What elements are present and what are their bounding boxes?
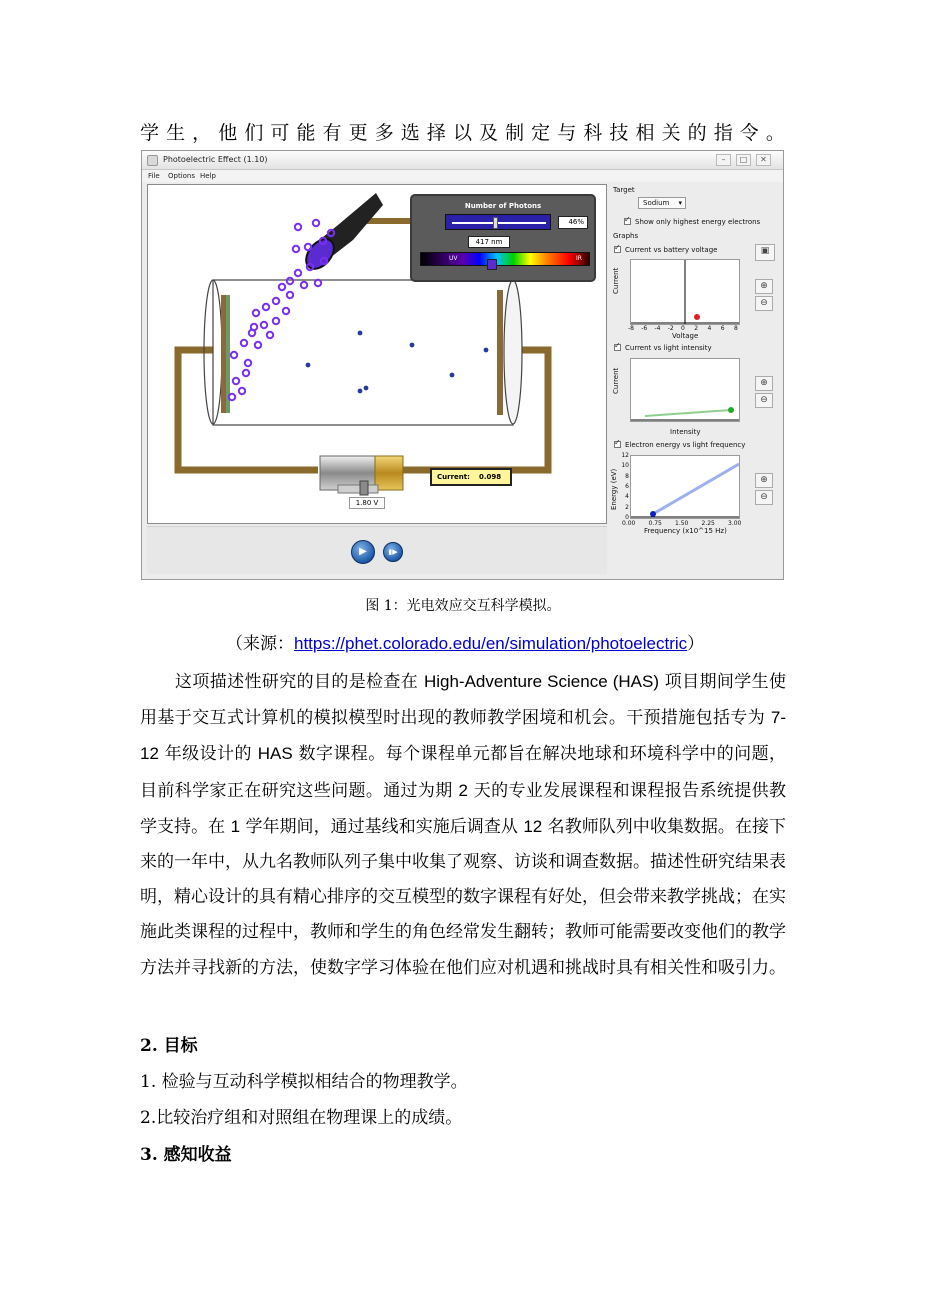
top-line-char: 相 — [635, 122, 655, 144]
top-line-char: 以 — [452, 122, 472, 144]
zoom-in-icon[interactable]: ⊕ — [755, 376, 773, 391]
tick-label: 2 — [625, 503, 629, 511]
intensity-percent-field[interactable]: 46% — [558, 216, 588, 229]
playback-controls — [147, 526, 607, 574]
top-line-char: ， — [192, 122, 212, 144]
zoom-out-icon[interactable]: ⊖ — [755, 490, 773, 505]
source-prefix: （来源： — [226, 634, 294, 654]
photon — [295, 270, 301, 276]
window-title: Photoelectric Effect (1.10) — [163, 155, 268, 164]
photon — [305, 244, 311, 250]
control-panel — [610, 184, 782, 574]
show-highest-checkbox[interactable] — [624, 218, 631, 225]
play-button[interactable] — [351, 540, 375, 564]
top-line-char: 科 — [583, 122, 603, 144]
top-line-char: 指 — [713, 122, 733, 144]
camera-icon[interactable]: ▣ — [755, 244, 775, 261]
graph1-ylabel: Current — [612, 267, 620, 294]
menu-help[interactable]: Help — [200, 172, 216, 180]
source-link[interactable]: https://phet.colorado.edu/en/simulation/photoelectric — [294, 634, 688, 653]
target-select[interactable] — [638, 197, 686, 209]
intensity-slider[interactable] — [445, 214, 551, 230]
top-line-char: 的 — [687, 122, 707, 144]
left-plate — [221, 295, 226, 413]
chevron-down-icon: ▾ — [678, 199, 682, 207]
wavelength-field[interactable]: 417 nm — [468, 236, 510, 248]
graph1-point — [694, 314, 700, 320]
section-heading-objectives: 2. 目标 — [140, 1036, 198, 1056]
objective-item-2: 2.比较治疗组和对照组在物理课上的成绩。 — [140, 1108, 463, 1128]
tick-label: 8 — [734, 325, 738, 332]
tick-label: 0.00 — [622, 520, 636, 527]
battery — [320, 456, 403, 495]
tick-label: -8 — [628, 325, 634, 332]
body-paragraph: 这项描述性研究的目的是检查在 High-Adventure Science (HAS) 项目期间学生使用基于交互式计算机的模拟模型时出现的教师教学困境和机会。干预措施包括专为 7-12 年级设计的 HAS 数字课程。每个课程单元都旨在解决地球和环境科学中的问题，目前科学家正在研究这些问题。通过为期 2 天的专业发展课程和课程报告系统提供教学支持。在 1 学年期间，通过基线和实施后调查从 12 名教师队列中收集数据。在接下来的一年中，从九名教师队列子集中收集了观察、访谈和调查数据。描述性研究结果表明，精心设计的具有精心排序的交互模型的数字课程有好处，但会带来教学挑战；在实施此类课程的过程中，教师和学生的角色经常发生翻转；教师可能需要改变他们的教学方法并寻找新的方法，使数字学习体验在他们应对机遇和挑战时具有相关性和吸引力。 — [140, 672, 787, 978]
top-line-char: 制 — [505, 122, 525, 144]
current-meter — [430, 468, 512, 486]
play-icon: ▶ — [359, 546, 367, 557]
menu-options[interactable]: Options — [168, 172, 196, 180]
simulation-window — [141, 150, 784, 580]
graph3-title: Electron energy vs light frequency — [625, 441, 746, 449]
figure-caption: 图 1：光电效应交互科学模拟。 — [365, 598, 561, 614]
graph2-plot — [630, 358, 740, 422]
tick-label: 2 — [694, 325, 699, 332]
top-line-char: 令 — [739, 122, 759, 144]
vacuum-tube — [213, 280, 513, 425]
tick-label: -2 — [667, 325, 674, 332]
graph2-ylabel: Current — [612, 367, 620, 394]
photon-panel-title: Number of Photons — [464, 202, 542, 210]
tick-label: 6 — [720, 325, 725, 332]
top-line-char: 选 — [400, 122, 420, 144]
graph3-yticks — [619, 452, 629, 522]
graph1-plot — [630, 259, 740, 325]
tick-label: 1.50 — [675, 520, 689, 527]
tick-label: -6 — [641, 325, 648, 332]
wavelength-spectrum-slider[interactable] — [420, 252, 590, 266]
top-line-char: 与 — [557, 122, 577, 144]
current-value: 0.098 — [479, 473, 502, 481]
wavelength-slider-knob[interactable] — [487, 259, 497, 270]
top-line-char: 技 — [609, 122, 629, 144]
tick-label: 0.75 — [648, 520, 662, 527]
target-value: Sodium — [643, 199, 670, 207]
top-line-char: 及 — [479, 122, 499, 144]
top-line-char: 们 — [244, 122, 264, 144]
top-line-char: 有 — [322, 122, 342, 144]
figure-source — [226, 629, 704, 654]
photon — [295, 224, 301, 230]
objective-item-1: 1. 检验与互动科学模拟相结合的物理教学。 — [140, 1072, 468, 1092]
zoom-out-icon[interactable]: ⊖ — [755, 393, 773, 408]
right-plate — [497, 290, 503, 415]
top-line-char: 学 — [140, 122, 160, 144]
menu-bar — [142, 170, 783, 182]
tick-label: 4 — [625, 493, 629, 501]
zoom-in-icon[interactable]: ⊕ — [755, 279, 773, 294]
top-line-char: 可 — [270, 122, 290, 144]
graph3-checkbox[interactable] — [614, 441, 621, 448]
tick-label: 8 — [625, 472, 629, 480]
target-label: Target — [613, 186, 635, 194]
light-source — [301, 193, 383, 274]
photon-control-panel — [410, 194, 596, 282]
step-button[interactable] — [383, 542, 403, 562]
source-suffix: ） — [687, 634, 705, 654]
top-line-char: 能 — [296, 122, 316, 144]
menu-file[interactable]: File — [148, 172, 160, 180]
tick-label: 10 — [621, 462, 629, 470]
graph3-plot — [630, 455, 740, 519]
top-line-char: 择 — [426, 122, 446, 144]
simulation-canvas — [147, 184, 607, 524]
graph2-xlabel: Intensity — [670, 428, 701, 436]
graph3-xlabel: Frequency (x10^15 Hz) — [644, 527, 727, 535]
close-button[interactable]: ✕ — [756, 154, 771, 166]
top-line-char: 他 — [218, 122, 238, 144]
current-label: Current: — [437, 473, 470, 481]
graph3-point — [650, 511, 656, 517]
tick-label: 6 — [625, 483, 629, 490]
photon — [313, 220, 319, 226]
graphs-label: Graphs — [613, 232, 639, 240]
photon — [293, 246, 299, 252]
app-icon — [147, 155, 158, 166]
tick-label: 4 — [707, 325, 712, 332]
top-line-char: 。 — [765, 122, 785, 144]
graph3-ylabel: Energy (eV) — [610, 468, 618, 510]
graph1-title: Current vs battery voltage — [625, 246, 718, 254]
intensity-slider-knob[interactable] — [493, 217, 498, 229]
battery-voltage-field[interactable]: 1.80 V — [349, 497, 385, 509]
minimize-button[interactable]: – — [716, 154, 731, 166]
top-line-char: 关 — [661, 122, 681, 144]
zoom-in-icon[interactable]: ⊕ — [755, 473, 773, 488]
top-line-char: 定 — [531, 122, 551, 144]
step-icon: ▮▶ — [388, 548, 398, 556]
top-line-char: 多 — [374, 122, 394, 144]
graph2-checkbox[interactable] — [614, 344, 621, 351]
top-line-char: 生 — [166, 122, 186, 144]
show-highest-label: Show only highest energy electrons — [635, 218, 761, 226]
maximize-button[interactable]: □ — [736, 154, 751, 166]
section-heading-benefits: 3. 感知收益 — [140, 1145, 232, 1165]
window-titlebar — [142, 151, 783, 170]
tick-label: 2.25 — [701, 520, 715, 527]
tick-label: 12 — [621, 452, 629, 459]
tick-label: 0 — [681, 325, 685, 332]
top-text-line — [140, 118, 785, 145]
tick-label: 0 — [625, 514, 629, 521]
graph2-title: Current vs light intensity — [625, 344, 712, 352]
graph1-checkbox[interactable] — [614, 246, 621, 253]
graph2-point — [728, 407, 734, 413]
tick-label: 3.00 — [728, 520, 742, 527]
top-line-char: 更 — [348, 122, 368, 144]
ir-label: IR — [576, 255, 582, 262]
tick-label: -4 — [654, 325, 661, 332]
zoom-out-icon[interactable]: ⊖ — [755, 296, 773, 311]
uv-label: UV — [449, 255, 458, 262]
graph1-xlabel: Voltage — [672, 332, 699, 340]
